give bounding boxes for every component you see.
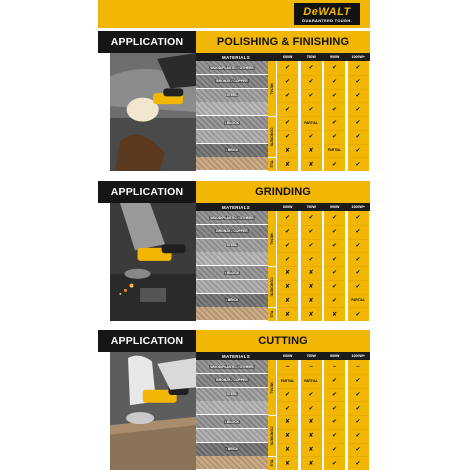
material-swatch <box>196 102 268 115</box>
product-application-chart <box>98 0 370 470</box>
check-icon: ✔ <box>331 297 338 304</box>
power-header: 600W <box>283 354 293 358</box>
cross-icon: ✘ <box>308 433 314 440</box>
power-column <box>277 61 298 171</box>
check-icon: ✔ <box>284 215 291 222</box>
material-label: WOOD/PLASTIC / OTHERS <box>210 364 254 369</box>
rating-cell: – <box>309 363 313 370</box>
check-icon: ✔ <box>284 92 291 99</box>
material-label: • BRICK <box>225 298 239 303</box>
power-header: 1000W+ <box>351 354 365 358</box>
check-icon: ✔ <box>331 405 338 412</box>
material-label: BRONZE / COPPER <box>216 378 248 383</box>
material-label: WOOD/PLASTIC / OTHERS <box>210 215 254 220</box>
table-header <box>196 352 370 360</box>
power-header: 750W <box>306 354 316 358</box>
application-title: POLISHING & FINISHING <box>196 31 370 53</box>
material-group-column <box>268 360 276 470</box>
materials-header: MATERIALS <box>222 353 250 359</box>
check-icon: ✔ <box>331 391 338 398</box>
cross-icon: ✘ <box>284 433 291 440</box>
check-icon: ✔ <box>355 161 361 168</box>
power-header: 900W <box>330 354 340 358</box>
check-icon: ✔ <box>308 92 314 99</box>
check-icon: ✔ <box>284 120 291 127</box>
check-icon: ✔ <box>355 134 361 141</box>
check-icon: ✔ <box>331 270 338 277</box>
cross-icon: ✘ <box>308 419 314 426</box>
check-icon: ✔ <box>284 79 291 86</box>
group-divider <box>268 116 276 117</box>
material-swatch <box>196 307 268 320</box>
check-icon: ✔ <box>355 419 361 426</box>
group-label: METAL <box>270 232 274 245</box>
check-icon: ✔ <box>331 460 338 467</box>
materials-column <box>196 211 268 321</box>
power-header: 750W <box>306 55 316 59</box>
group-divider <box>268 456 276 457</box>
application-label: APPLICATION <box>98 330 196 352</box>
material-label: • BLOCK <box>224 419 240 424</box>
materials-table <box>196 53 370 171</box>
material-label: BRONZE / COPPER <box>216 229 248 234</box>
power-header: 600W <box>283 55 293 59</box>
check-icon: ✔ <box>308 229 314 236</box>
application-section <box>98 330 370 470</box>
rating-cell: PARTIAL <box>280 378 295 383</box>
material-swatch <box>196 294 268 307</box>
cross-icon: ✘ <box>284 446 291 453</box>
check-icon: ✔ <box>355 270 361 277</box>
cross-icon: ✘ <box>284 311 291 318</box>
material-label: STEEL <box>226 392 238 397</box>
check-icon: ✔ <box>308 106 314 113</box>
check-icon: ✔ <box>355 147 361 154</box>
application-label: APPLICATION <box>98 181 196 203</box>
cross-icon: ✘ <box>308 147 314 154</box>
check-icon: ✔ <box>308 215 314 222</box>
material-swatch <box>196 456 268 469</box>
check-icon: ✔ <box>331 433 338 440</box>
group-label: CONCRETE <box>270 277 274 297</box>
check-icon: ✔ <box>355 378 361 385</box>
check-icon: ✔ <box>331 229 338 236</box>
power-column <box>277 360 298 470</box>
material-swatch <box>196 401 268 414</box>
material-group-tile <box>268 307 276 321</box>
check-icon: ✔ <box>355 391 361 398</box>
group-label: CONCRETE <box>270 426 274 446</box>
check-icon: ✔ <box>308 391 314 398</box>
rating-cell: PARTIAL <box>351 298 365 303</box>
material-swatch <box>196 374 268 387</box>
cross-icon: ✘ <box>284 161 291 168</box>
materials-table <box>196 352 370 470</box>
material-label: BRONZE / COPPER <box>216 79 248 84</box>
check-icon: ✔ <box>284 229 291 236</box>
dewalt-logo <box>294 3 360 25</box>
material-label: • BLOCK <box>224 270 240 275</box>
cross-icon: ✘ <box>308 311 314 318</box>
application-section <box>98 181 370 321</box>
power-header: 900W <box>330 205 340 209</box>
group-label: TILE <box>269 310 274 318</box>
material-swatch <box>196 443 268 456</box>
check-icon: ✔ <box>355 229 361 236</box>
power-column <box>348 211 369 321</box>
group-label: TILE <box>269 160 274 168</box>
table-header <box>196 203 370 211</box>
power-header: 1000W+ <box>351 205 365 209</box>
cross-icon: ✘ <box>308 161 314 168</box>
material-group-metal <box>268 360 276 415</box>
rating-cell: PARTIAL <box>304 378 318 383</box>
material-swatch <box>196 116 268 129</box>
application-section <box>98 31 370 171</box>
polisher-photo <box>110 53 196 171</box>
cross-icon: ✘ <box>284 284 291 291</box>
cross-icon: ✘ <box>284 460 291 467</box>
rating-cell: PARTIAL <box>327 148 342 153</box>
check-icon: ✔ <box>284 134 291 141</box>
material-label: STEEL <box>226 93 238 98</box>
material-group-concrete <box>268 266 276 307</box>
material-group-metal <box>268 211 276 266</box>
material-group-tile <box>268 456 276 470</box>
cross-icon: ✘ <box>308 284 314 291</box>
check-icon: ✔ <box>355 311 361 318</box>
material-swatch <box>196 280 268 293</box>
check-icon: ✔ <box>308 256 314 263</box>
check-icon: ✔ <box>331 120 338 127</box>
grinder-photo <box>110 203 196 321</box>
rating-cell: – <box>285 363 290 370</box>
check-icon: ✔ <box>355 460 361 467</box>
check-icon: ✔ <box>331 215 338 222</box>
material-group-metal <box>268 61 276 116</box>
material-swatch <box>196 157 268 170</box>
check-icon: ✔ <box>308 405 314 412</box>
table-header <box>196 53 370 61</box>
cross-icon: ✘ <box>284 419 291 426</box>
material-group-tile <box>268 157 276 171</box>
material-label: STEEL <box>226 243 238 248</box>
cross-icon: ✘ <box>284 297 291 304</box>
logo-tagline: GUARANTEED TOUGH. <box>302 17 352 23</box>
materials-header: MATERIALS <box>222 54 250 60</box>
check-icon: ✔ <box>331 242 338 249</box>
material-swatch <box>196 75 268 88</box>
section-header <box>98 181 370 203</box>
check-icon: ✔ <box>284 65 291 72</box>
material-swatch <box>196 225 268 238</box>
application-title: CUTTING <box>196 330 370 352</box>
application-title: GRINDING <box>196 181 370 203</box>
cross-icon: ✘ <box>308 446 314 453</box>
check-icon: ✔ <box>355 79 361 86</box>
check-icon: ✔ <box>355 106 361 113</box>
check-icon: ✔ <box>308 134 314 141</box>
check-icon: ✔ <box>284 391 291 398</box>
check-icon: ✔ <box>331 446 338 453</box>
power-column <box>348 360 369 470</box>
power-column <box>324 61 345 171</box>
group-label: TILE <box>269 459 274 467</box>
cross-icon: ✘ <box>308 460 314 467</box>
cross-icon: ✘ <box>284 147 291 154</box>
rating-cell: – <box>356 363 360 370</box>
logo-word: DeWALT <box>303 5 351 18</box>
group-divider <box>268 307 276 308</box>
material-group-column <box>268 61 276 171</box>
check-icon: ✔ <box>355 65 361 72</box>
cross-icon: ✘ <box>308 297 314 304</box>
brand-bar <box>98 0 370 28</box>
power-column <box>301 211 322 321</box>
material-group-concrete <box>268 116 276 157</box>
check-icon: ✔ <box>331 256 338 263</box>
rating-cell: PARTIAL <box>304 120 318 125</box>
section-header <box>98 330 370 352</box>
material-swatch <box>196 429 268 442</box>
check-icon: ✔ <box>355 405 361 412</box>
group-divider <box>268 157 276 158</box>
check-icon: ✔ <box>355 92 361 99</box>
power-column <box>301 61 322 171</box>
cutting-photo <box>110 352 196 470</box>
cross-icon: ✘ <box>284 270 291 277</box>
material-swatch <box>196 266 268 279</box>
rating-cell: – <box>332 363 337 370</box>
check-icon: ✔ <box>331 106 338 113</box>
check-icon: ✔ <box>355 446 361 453</box>
material-label: • BRICK <box>225 447 239 452</box>
check-icon: ✔ <box>284 256 291 263</box>
material-swatch <box>196 89 268 102</box>
check-icon: ✔ <box>331 92 338 99</box>
materials-column <box>196 360 268 470</box>
power-column <box>301 360 322 470</box>
power-header: 600W <box>283 205 293 209</box>
material-swatch <box>196 388 268 401</box>
check-icon: ✔ <box>284 405 291 412</box>
check-icon: ✔ <box>308 242 314 249</box>
cross-icon: ✘ <box>331 311 338 318</box>
check-icon: ✔ <box>355 284 361 291</box>
section-header <box>98 31 370 53</box>
check-icon: ✔ <box>308 79 314 86</box>
power-column <box>324 211 345 321</box>
check-icon: ✔ <box>284 106 291 113</box>
material-swatch <box>196 360 268 373</box>
materials-header: MATERIALS <box>222 204 250 210</box>
group-label: CONCRETE <box>270 127 274 147</box>
material-label: • BRICK <box>225 148 239 153</box>
material-swatch <box>196 130 268 143</box>
material-group-concrete <box>268 415 276 456</box>
material-swatch <box>196 415 268 428</box>
check-icon: ✔ <box>355 242 361 249</box>
check-icon: ✔ <box>355 215 361 222</box>
power-header: 750W <box>306 205 316 209</box>
group-label: METAL <box>270 381 274 394</box>
material-swatch <box>196 61 268 74</box>
check-icon: ✔ <box>284 242 291 249</box>
group-divider <box>268 266 276 267</box>
check-icon: ✔ <box>355 433 361 440</box>
check-icon: ✔ <box>308 65 314 72</box>
material-swatch <box>196 144 268 157</box>
check-icon: ✔ <box>331 79 338 86</box>
material-swatch <box>196 211 268 224</box>
power-header: 900W <box>330 55 340 59</box>
group-divider <box>268 415 276 416</box>
check-icon: ✔ <box>331 284 338 291</box>
check-icon: ✔ <box>331 134 338 141</box>
material-group-column <box>268 211 276 321</box>
power-column <box>348 61 369 171</box>
check-icon: ✔ <box>355 256 361 263</box>
application-label: APPLICATION <box>98 31 196 53</box>
material-swatch <box>196 239 268 252</box>
cross-icon: ✘ <box>308 270 314 277</box>
material-label: WOOD/PLASTIC / OTHERS <box>210 65 254 70</box>
power-header: 1000W+ <box>351 55 365 59</box>
group-label: METAL <box>270 82 274 95</box>
check-icon: ✔ <box>331 65 338 72</box>
check-icon: ✔ <box>331 161 338 168</box>
material-swatch <box>196 252 268 265</box>
material-label: • BLOCK <box>224 120 240 125</box>
power-column <box>324 360 345 470</box>
check-icon: ✔ <box>331 419 338 426</box>
materials-table <box>196 203 370 321</box>
check-icon: ✔ <box>355 120 361 127</box>
power-column <box>277 211 298 321</box>
check-icon: ✔ <box>331 378 338 385</box>
materials-column <box>196 61 268 171</box>
